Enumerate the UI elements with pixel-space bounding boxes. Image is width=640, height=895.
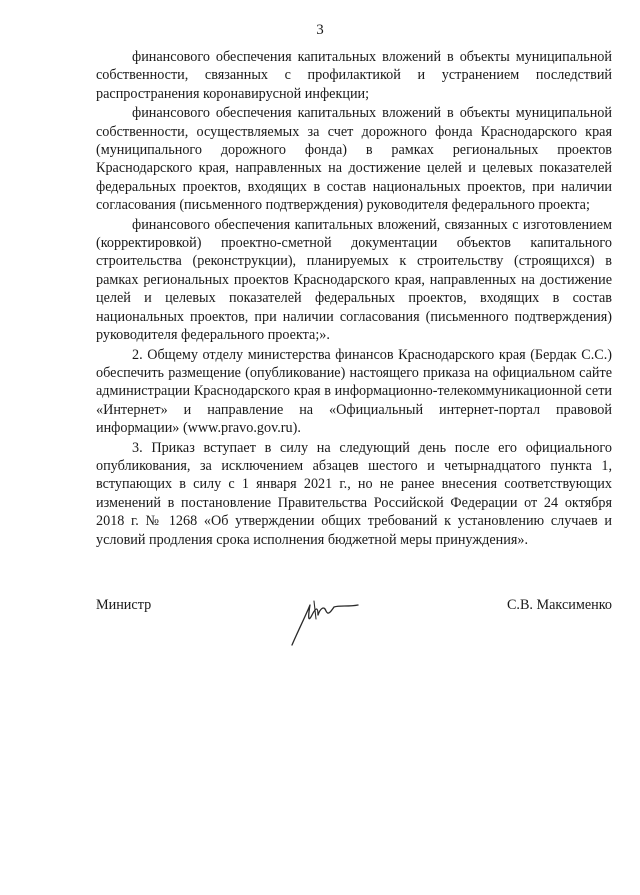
page-number: 3 <box>316 22 324 38</box>
paragraph-publication-order: 2. Общему отделу министерства финансов Краснодарского края (Бердак С.С.) обеспечить размещение (опубликование) настоящего приказа на официальном сайте администрации Краснодарского края в информационно-телекоммуникационной сети «Интернет» и направление на «Официальный интернет-портал правовой информации» (www.pravo.gov.ru). <box>96 346 612 437</box>
handwritten-signature-icon <box>284 593 374 658</box>
signatory-name: С.В. Максименко <box>506 597 612 613</box>
signatory-title: Министр <box>96 597 152 613</box>
paragraph-entry-into-force: 3. Приказ вступает в силу на следующий день после его официального опубликования, за исключением абзацев шестого и четырнадцатого пункта 1, вступающих в силу с 1 января 2021 г., но не ранее внесения соответствующих изменений в постановление Правительства Российской Федерации от 24 октября 2018 г. № 1268 «Об утверждении общих требований к установлению случаев и условий продления срока исполнения бюджетной меры принуждения». <box>96 439 612 548</box>
paragraph-capital-investments-road-fund: финансового обеспечения капитальных вложений в объекты муниципальной собственности, осуществляемых за счет дорожного фонда Краснодарского края (муниципального дорожного фонда) в рамках региональных проектов Краснодарского края, направленных на достижение целей и целевых показателей федеральных проектов, входящих в состав национальных проектов, при наличии согласования (письменного подтверждения) руководителя федерального проекта; <box>96 105 612 214</box>
paragraph-capital-investments-covid: финансового обеспечения капитальных вложений в объекты муниципальной собственности, связанных с профилактикой и устранением последствий распространения коронавирусной инфекции; <box>96 49 612 102</box>
signature-block <box>96 597 612 657</box>
document-body <box>96 48 612 549</box>
paragraph-capital-investments-design-docs: финансового обеспечения капитальных вложений, связанных с изготовлением (корректировкой) проектно-сметной документации объектов капитального строительства (реконструкции), планируемых к строительству (строящихся) в рамках региональных проектов Краснодарского края, направленных на достижение целей и целевых показателей федеральных проектов, входящих в состав национальных проектов, при наличии согласования (письменного подтверждения) руководителя федерального проекта;». <box>96 216 612 344</box>
